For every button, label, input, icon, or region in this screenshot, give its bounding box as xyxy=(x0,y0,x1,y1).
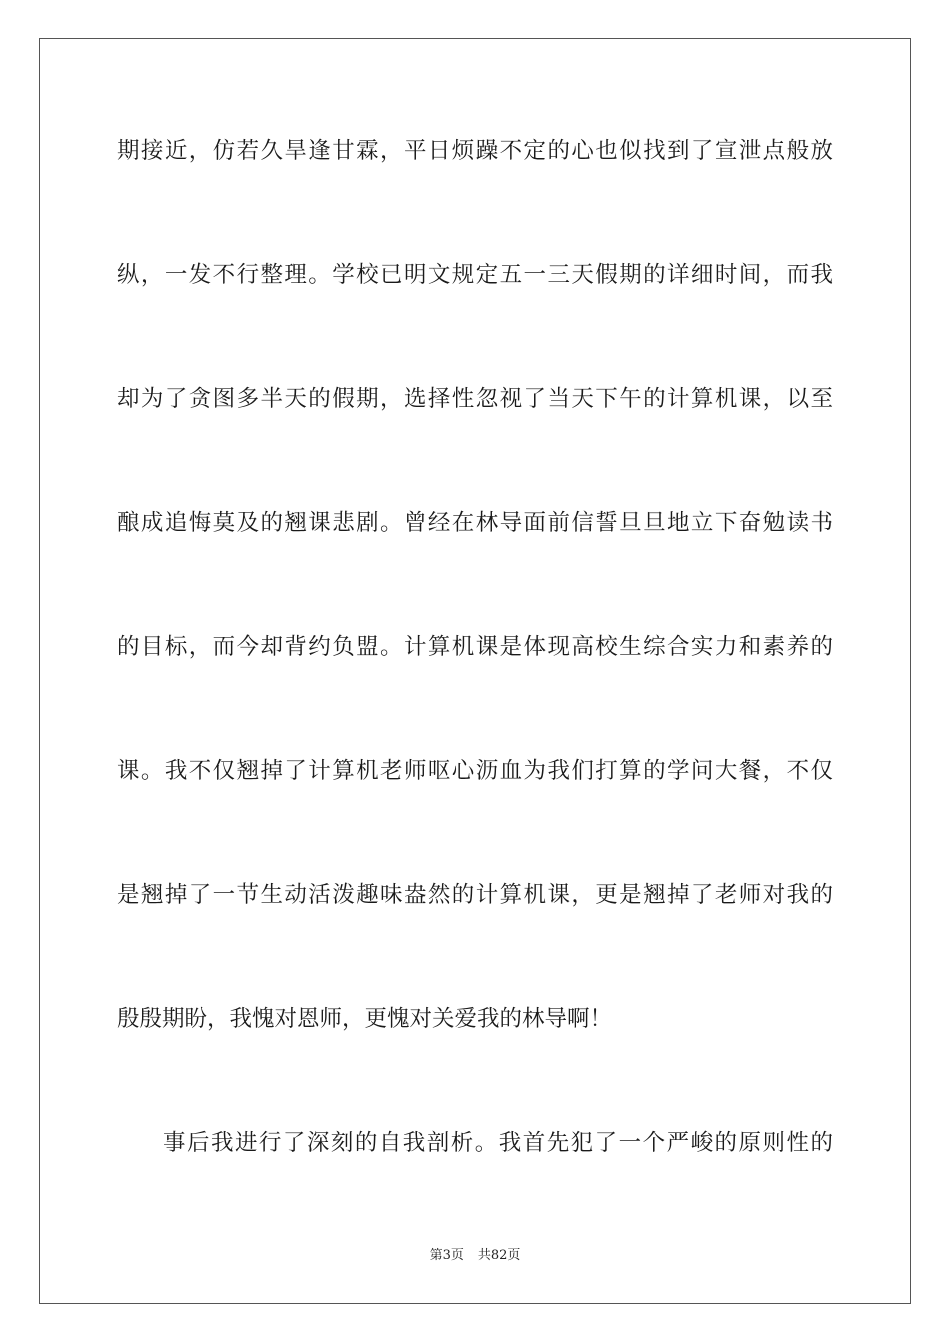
page-footer xyxy=(0,1247,950,1265)
paragraph-start-line: 事后我进行了深刻的自我剖析。我首先犯了一个严峻的原则性的 xyxy=(163,1130,833,1156)
text-line: 纵，一发不行整理。学校已明文规定五一三天假期的详细时间，而我 xyxy=(117,262,833,288)
page-border xyxy=(39,38,911,1304)
text-line: 酿成追悔莫及的翘课悲剧。曾经在林导面前信誓旦旦地立下奋勉读书 xyxy=(117,510,833,536)
text-line: 的目标，而今却背约负盟。计算机课是体现高校生综合实力和素养的 xyxy=(117,634,833,660)
page-number: 第3页 xyxy=(429,1248,464,1263)
total-pages: 共82页 xyxy=(477,1248,521,1263)
text-line: 课。我不仅翘掉了计算机老师呕心沥血为我们打算的学问大餐，不仅 xyxy=(117,758,833,784)
text-line: 殷殷期盼，我愧对恩师，更愧对关爱我的林导啊！ xyxy=(117,1006,613,1032)
text-line: 却为了贪图多半天的假期，选择性忽视了当天下午的计算机课，以至 xyxy=(117,386,833,412)
text-line: 期接近，仿若久旱逢甘霖，平日烦躁不定的心也似找到了宣泄点般放 xyxy=(117,138,833,164)
text-line: 是翘掉了一节生动活泼趣味盎然的计算机课，更是翘掉了老师对我的 xyxy=(117,882,833,908)
